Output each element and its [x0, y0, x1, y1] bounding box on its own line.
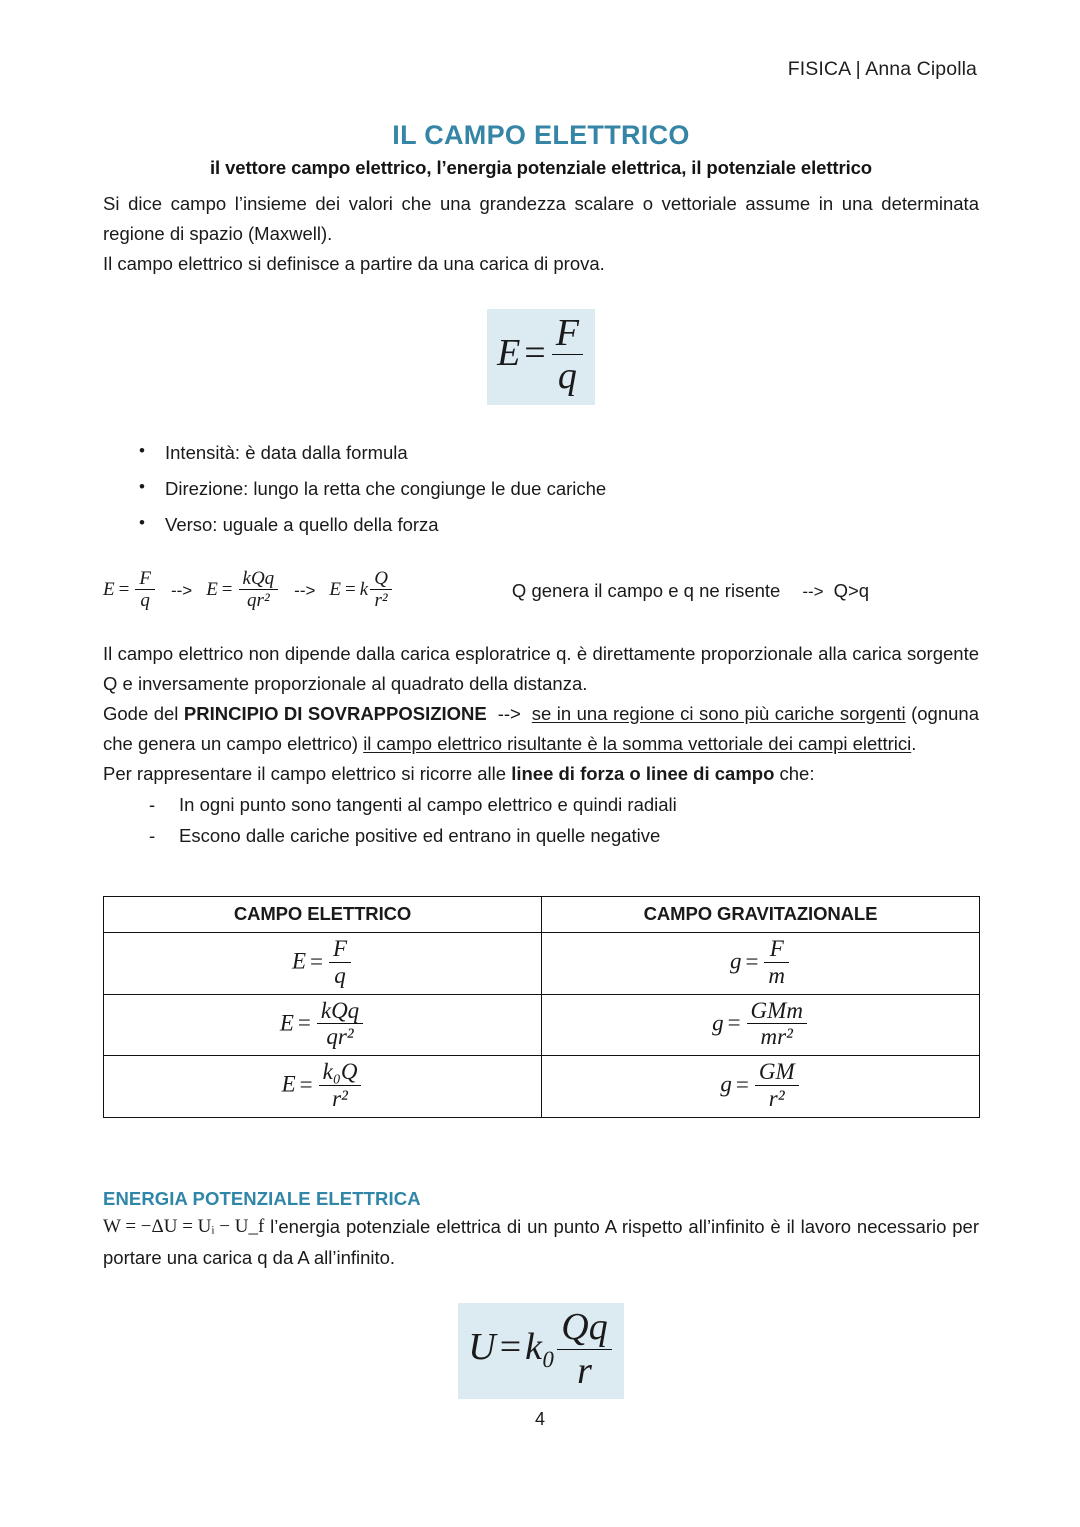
list-item: • Direzione: lungo la retta che congiunge le due cariche: [139, 471, 979, 507]
chain-3-denominator: r²: [370, 589, 392, 611]
gode-middle: (ognuna che genera un campo elettrico): [103, 702, 980, 754]
formula-fraction: [552, 312, 583, 398]
table-cell-gravitational-2: [542, 994, 980, 1056]
field-lines-list: [103, 789, 979, 853]
paragraph-field-lines: [103, 759, 979, 789]
energy-formula-text: W = −ΔU = Uᵢ − U_f: [103, 1216, 265, 1238]
field-properties-list: [103, 435, 979, 543]
chain-formula-3: [329, 569, 394, 613]
document-content: [103, 120, 979, 1429]
chain-formula-1: [103, 569, 157, 613]
table-formula-E-F-over-q: [292, 937, 353, 990]
comparison-table: [103, 896, 980, 1118]
cell-denominator: q: [329, 962, 351, 989]
formula-work-potential-energy: [103, 1212, 264, 1243]
formula-U-fraction: [557, 1306, 611, 1392]
table-formula-E-kQq-over-qr2: [280, 999, 365, 1052]
cell-lhs: E: [279, 1010, 294, 1036]
chain-1-equals: =: [118, 579, 130, 601]
table-header-row: [104, 897, 980, 933]
formula-equals: =: [524, 331, 546, 374]
table-row: [104, 994, 980, 1056]
table-header-electric: CAMPO ELETTRICO: [104, 897, 542, 933]
table-cell-electric-3: [104, 1056, 542, 1118]
chain-2-lhs: E: [206, 579, 218, 601]
cell-lhs: g: [712, 1010, 724, 1036]
cell-lhs: g: [729, 948, 742, 974]
gode-underlined-2: il campo elettrico risultante è la somma vettoriale dei campi elettrici: [363, 732, 912, 754]
cell-denominator: m: [764, 962, 789, 989]
table-header-gravitational: CAMPO GRAVITAZIONALE: [542, 897, 980, 933]
rappr-prefix: Per rappresentare il campo elettrico si ricorre alle: [103, 762, 512, 784]
chain-2-fraction: [239, 568, 279, 612]
cell-equals: =: [310, 948, 323, 974]
table-formula-E-k0Q-over-r2: [282, 1060, 364, 1113]
cell-fraction: [764, 936, 789, 989]
list-item: • Verso: uguale a quello della forza: [139, 507, 979, 543]
formula-U-lhs: U: [468, 1325, 496, 1368]
list-item: • Intensità: è data dalla formula: [139, 435, 979, 471]
cell-equals: =: [297, 1010, 311, 1036]
formula-E-equals-F-over-q: [497, 313, 585, 399]
formula-U-equals-k0-Qq-over-r: [468, 1307, 613, 1393]
cell-lhs: g: [720, 1071, 732, 1097]
paragraph-energy-definition: [103, 1212, 979, 1273]
chain-3-numerator: Q: [374, 568, 388, 590]
chain-2-numerator: kQq: [242, 568, 275, 590]
cell-denominator: mr²: [747, 1023, 807, 1050]
chain-arrow-2: -->: [294, 580, 316, 600]
table-formula-g-GM-over-r2: [720, 1060, 800, 1113]
principle-name: PRINCIPIO DI SOVRAPPOSIZIONE: [183, 702, 487, 724]
cell-numerator: GM: [758, 1059, 795, 1085]
cell-lhs: E: [281, 1071, 296, 1097]
cell-fraction: [329, 936, 351, 989]
page-subtitle: il vettore campo elettrico, l’energia potenziale elettrica, il potenziale elettrico: [209, 157, 872, 178]
chain-formula-2: [206, 569, 280, 613]
chain-3-fraction: [370, 568, 392, 612]
table-cell-electric-2: [104, 994, 542, 1056]
cell-fraction: [317, 998, 363, 1051]
cell-equals: =: [735, 1071, 749, 1097]
cell-denominator: qr²: [317, 1023, 363, 1050]
gode-underlined-1: se in una regione ci sono più cariche sorgenti: [531, 702, 906, 724]
cell-numerator: kQq: [320, 997, 360, 1023]
cell-equals: =: [727, 1010, 741, 1036]
cell-lhs: E: [291, 948, 306, 974]
cell-equals: =: [745, 948, 759, 974]
chain-3-lhs: E: [329, 579, 342, 601]
chain-1-lhs: E: [103, 579, 115, 601]
intro-paragraph-1: Si dice campo l’insieme dei valori che una grandezza scalare o vettoriale assume in una determinata regione di spazio (Maxwell).: [103, 193, 979, 244]
rappr-suffix: che:: [774, 762, 815, 784]
field-lines-term: linee di forza o linee di campo: [511, 762, 775, 784]
table-formula-g-GMm-over-mr2: [712, 999, 809, 1052]
cell-numerator: F: [769, 936, 784, 962]
cell-fraction: [319, 1059, 362, 1112]
chain-1-denominator: q: [135, 589, 155, 611]
page-title: IL CAMPO ELETTRICO: [392, 120, 690, 150]
chain-3-equals: =: [345, 579, 356, 601]
section-heading-energia-potenziale: ENERGIA POTENZIALE ELETTRICA: [103, 1187, 421, 1209]
formula-highlight-box: [487, 309, 595, 405]
paragraph-superposition: [103, 699, 979, 759]
list-item: - Escono dalle cariche positive ed entrano in quelle negative: [149, 820, 979, 852]
table-formula-g-F-over-m: [730, 937, 791, 990]
energy-text: l’energia potenziale elettrica di un punto A rispetto all’infinito è il lavoro necessario per portare una carica q da A all’infinito.: [103, 1215, 979, 1269]
cell-fraction: [755, 1059, 799, 1112]
cell-denominator: r²: [319, 1085, 362, 1112]
formula-denominator: q: [552, 354, 583, 398]
cell-denominator: r²: [755, 1085, 799, 1112]
cell-fraction: [747, 998, 807, 1051]
chain-note-arrow: -->: [802, 581, 824, 601]
intro-paragraph-2: Il campo elettrico si definisce a partire da una carica di prova.: [103, 252, 605, 274]
chain-1-fraction: [135, 568, 155, 612]
table-cell-electric-1: [104, 933, 542, 995]
formula-U-denominator: r: [557, 1349, 611, 1393]
document-header: FISICA | Anna Cipolla: [787, 58, 977, 80]
paragraph-proportionality: Il campo elettrico non dipende dalla carica esploratrice q. è direttamente proporzionale alla carica sorgente Q e inversamente proporzionale al quadrato della distanza.: [103, 642, 979, 694]
formula-electric-field-definition: [103, 309, 979, 405]
chain-3-constant: k: [359, 579, 369, 601]
chain-note: [512, 580, 869, 602]
gode-period: .: [911, 732, 917, 754]
gode-arrow: -->: [497, 702, 521, 724]
cell-numerator: k₀Q: [322, 1059, 358, 1085]
chain-1-numerator: F: [139, 568, 151, 590]
chain-note-relation: Q>q: [833, 579, 870, 601]
table-cell-gravitational-3: [542, 1056, 980, 1118]
chain-arrow-1: -->: [170, 580, 193, 600]
formula-U-equals: =: [499, 1325, 522, 1368]
list-item: - In ogni punto sono tangenti al campo elettrico e quindi radiali: [149, 789, 979, 821]
gode-prefix: Gode del: [103, 702, 184, 724]
formula-lhs: E: [497, 331, 521, 374]
table-row: [104, 1056, 980, 1118]
formula-U-constant: k₀: [525, 1325, 556, 1368]
cell-equals: =: [299, 1071, 313, 1097]
chain-note-text: Q genera il campo e q ne risente: [511, 579, 781, 601]
page-number: 4: [534, 1409, 545, 1429]
chain-2-equals: =: [221, 579, 233, 601]
cell-numerator: GMm: [750, 997, 803, 1023]
formula-potential-energy: [103, 1303, 979, 1399]
formula-numerator: F: [555, 311, 579, 354]
table-cell-gravitational-1: [542, 933, 980, 995]
cell-numerator: F: [332, 936, 348, 962]
formula-U-highlight-box: [458, 1303, 623, 1399]
chain-2-denominator: qr²: [239, 589, 279, 611]
formula-derivation-chain: [103, 569, 979, 613]
formula-U-numerator: Qq: [561, 1306, 608, 1349]
table-row: [104, 933, 980, 995]
